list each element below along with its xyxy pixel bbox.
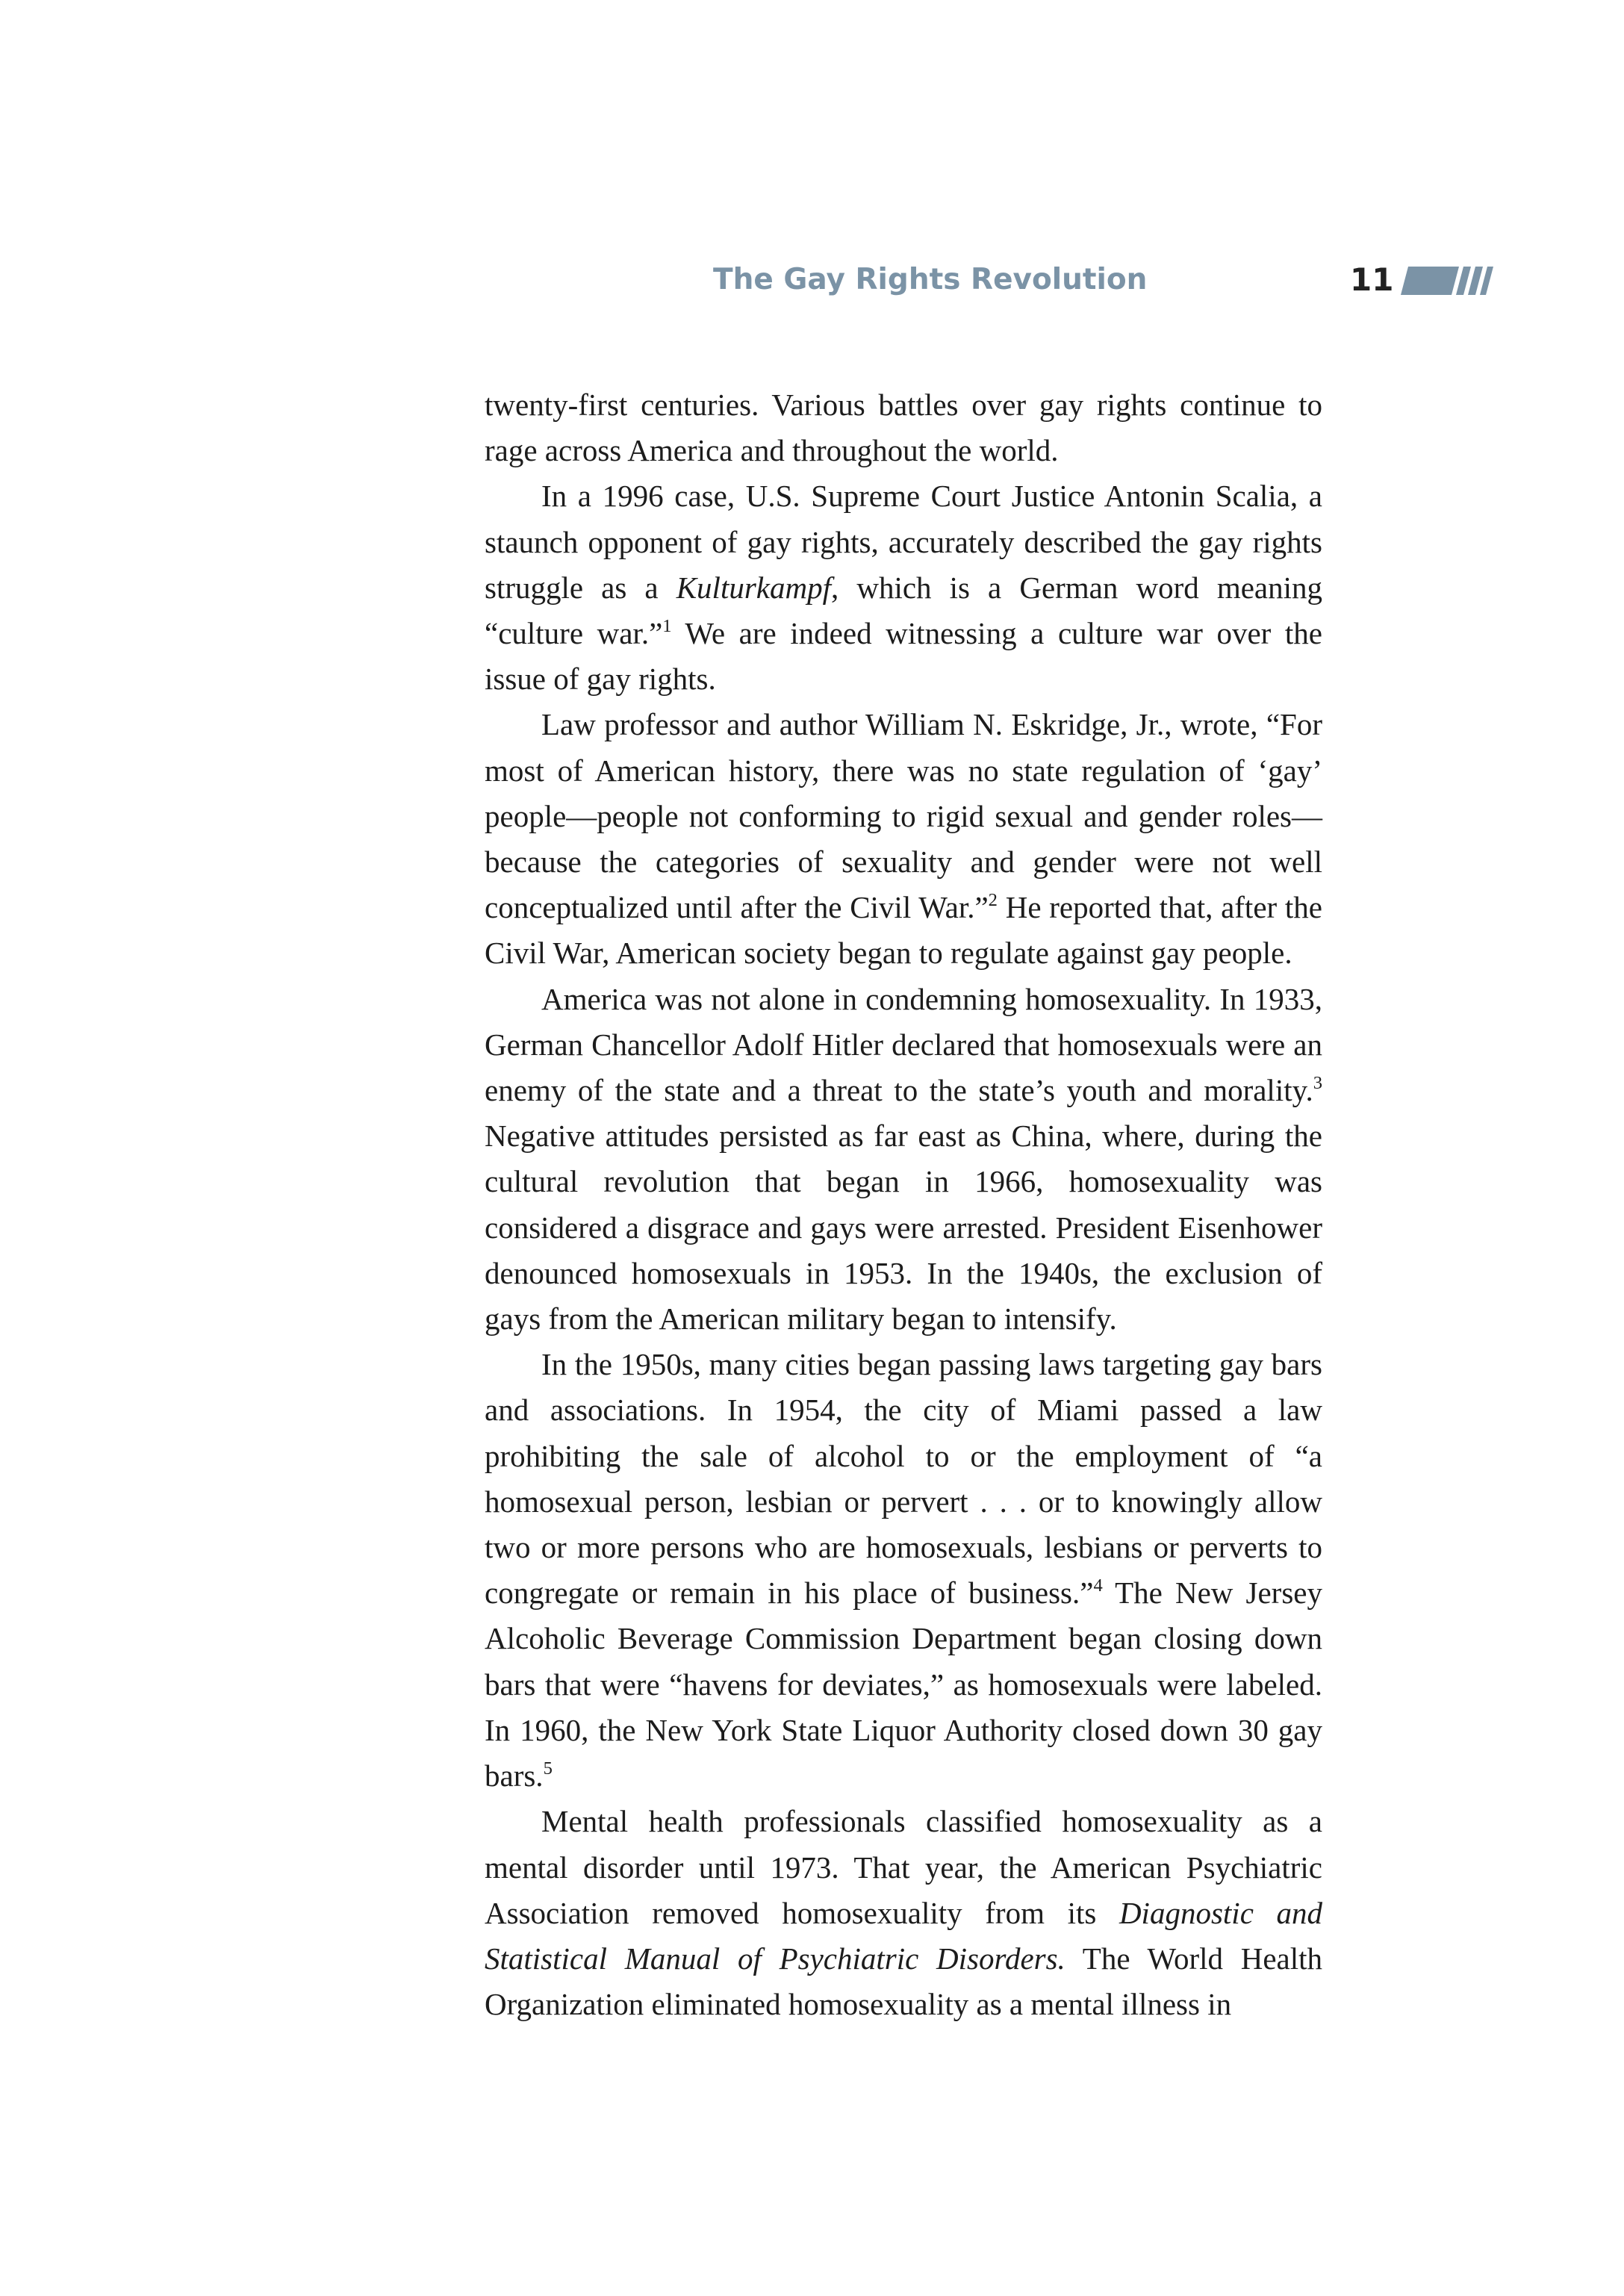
page-number-decoration xyxy=(1398,267,1495,295)
paragraph-text: In a 1996 case, U.S. Supreme Court Justice Antonin Scalia, a staunch opponent of gay rights, accurately described the gay rights struggle as a xyxy=(485,479,1322,605)
body-text xyxy=(485,382,1322,2027)
paragraph-text: In the 1950s, many cities began passing laws targeting gay bars and associations. In 1954, the city of Miami passed a law prohibiting the sale of alcohol to or the employment of “a homosexual person, lesbian or pervert . . . or to knowingly allow two or more persons who are homosexuals, lesbians or perverts to congregate or remain in his place of business.” xyxy=(485,1347,1322,1611)
footnote-marker: 5 xyxy=(543,1758,553,1779)
paragraph-text: Negative attitudes persisted as far east as China, where, during the cultural revolution that began in 1966, homosexuality was considered a disgrace and gays were arrested. President Eisenhower denounced homosexuals in 1953. In the 1940s, the exclusion of gays from the American military began to intensify. xyxy=(485,1119,1322,1337)
page-number: 11 xyxy=(1350,261,1394,298)
paragraph xyxy=(485,473,1322,702)
paragraph-text: America was not alone in condemning homosexuality. In 1933, German Chancellor Adolf Hitler declared that homosexuals were an enemy of the state and a threat to the state’s youth and morality. xyxy=(485,981,1322,1108)
paragraph-text: , which is a German word meaning “culture war.” xyxy=(485,570,1322,651)
paragraph-text: He reported that, after the Civil War, American society began to regulate against gay people. xyxy=(485,890,1322,971)
decoration-bar xyxy=(1401,267,1459,295)
footnote-marker: 1 xyxy=(662,616,672,637)
paragraph-text: The World Health Organization eliminated homosexuality as a mental illness in xyxy=(485,1941,1322,2022)
paragraph xyxy=(485,1799,1322,2027)
footnote-marker: 3 xyxy=(1313,1073,1322,1094)
paragraph-text: The New Jersey Alcoholic Beverage Commission Department began closing down bars that were “havens for deviates,” as homosexuals were labeled. In 1960, the New York State Liquor Authority closed down 30 gay bars. xyxy=(485,1575,1322,1793)
italic-title: Diagnostic and Statistical Manual of Psychiatric Disorders. xyxy=(485,1895,1323,1976)
decoration-bar xyxy=(1456,267,1471,295)
paragraph-text: We are indeed witnessing a culture war over the issue of gay rights. xyxy=(485,616,1322,697)
decoration-bar xyxy=(1468,267,1483,295)
decoration-bar xyxy=(1480,267,1493,295)
paragraph xyxy=(485,1342,1322,1799)
paragraph-text: Mental health professionals classified homosexuality as a mental disorder until 1973. That year, the American Psychiatric Association removed homosexuality from its xyxy=(485,1804,1322,1930)
paragraph xyxy=(485,702,1322,976)
paragraph-text: twenty-first centuries. Various battles over gay rights continue to rage across America and throughout the world. xyxy=(485,388,1322,468)
italic-term: Kulturkampf xyxy=(676,570,831,605)
footnote-marker: 2 xyxy=(988,890,998,911)
paragraph-text: Law professor and author William N. Eskridge, Jr., wrote, “For most of American history, there was no state regulation of ‘gay’ people—people not conforming to rigid sexual and gender roles—because the categories of sexuality and gender were not well conceptualized until after the Civil War.” xyxy=(485,707,1322,925)
running-head-title: The Gay Rights Revolution xyxy=(713,263,1148,296)
footnote-marker: 4 xyxy=(1093,1575,1103,1596)
paragraph xyxy=(485,382,1322,473)
paragraph xyxy=(485,977,1322,1343)
